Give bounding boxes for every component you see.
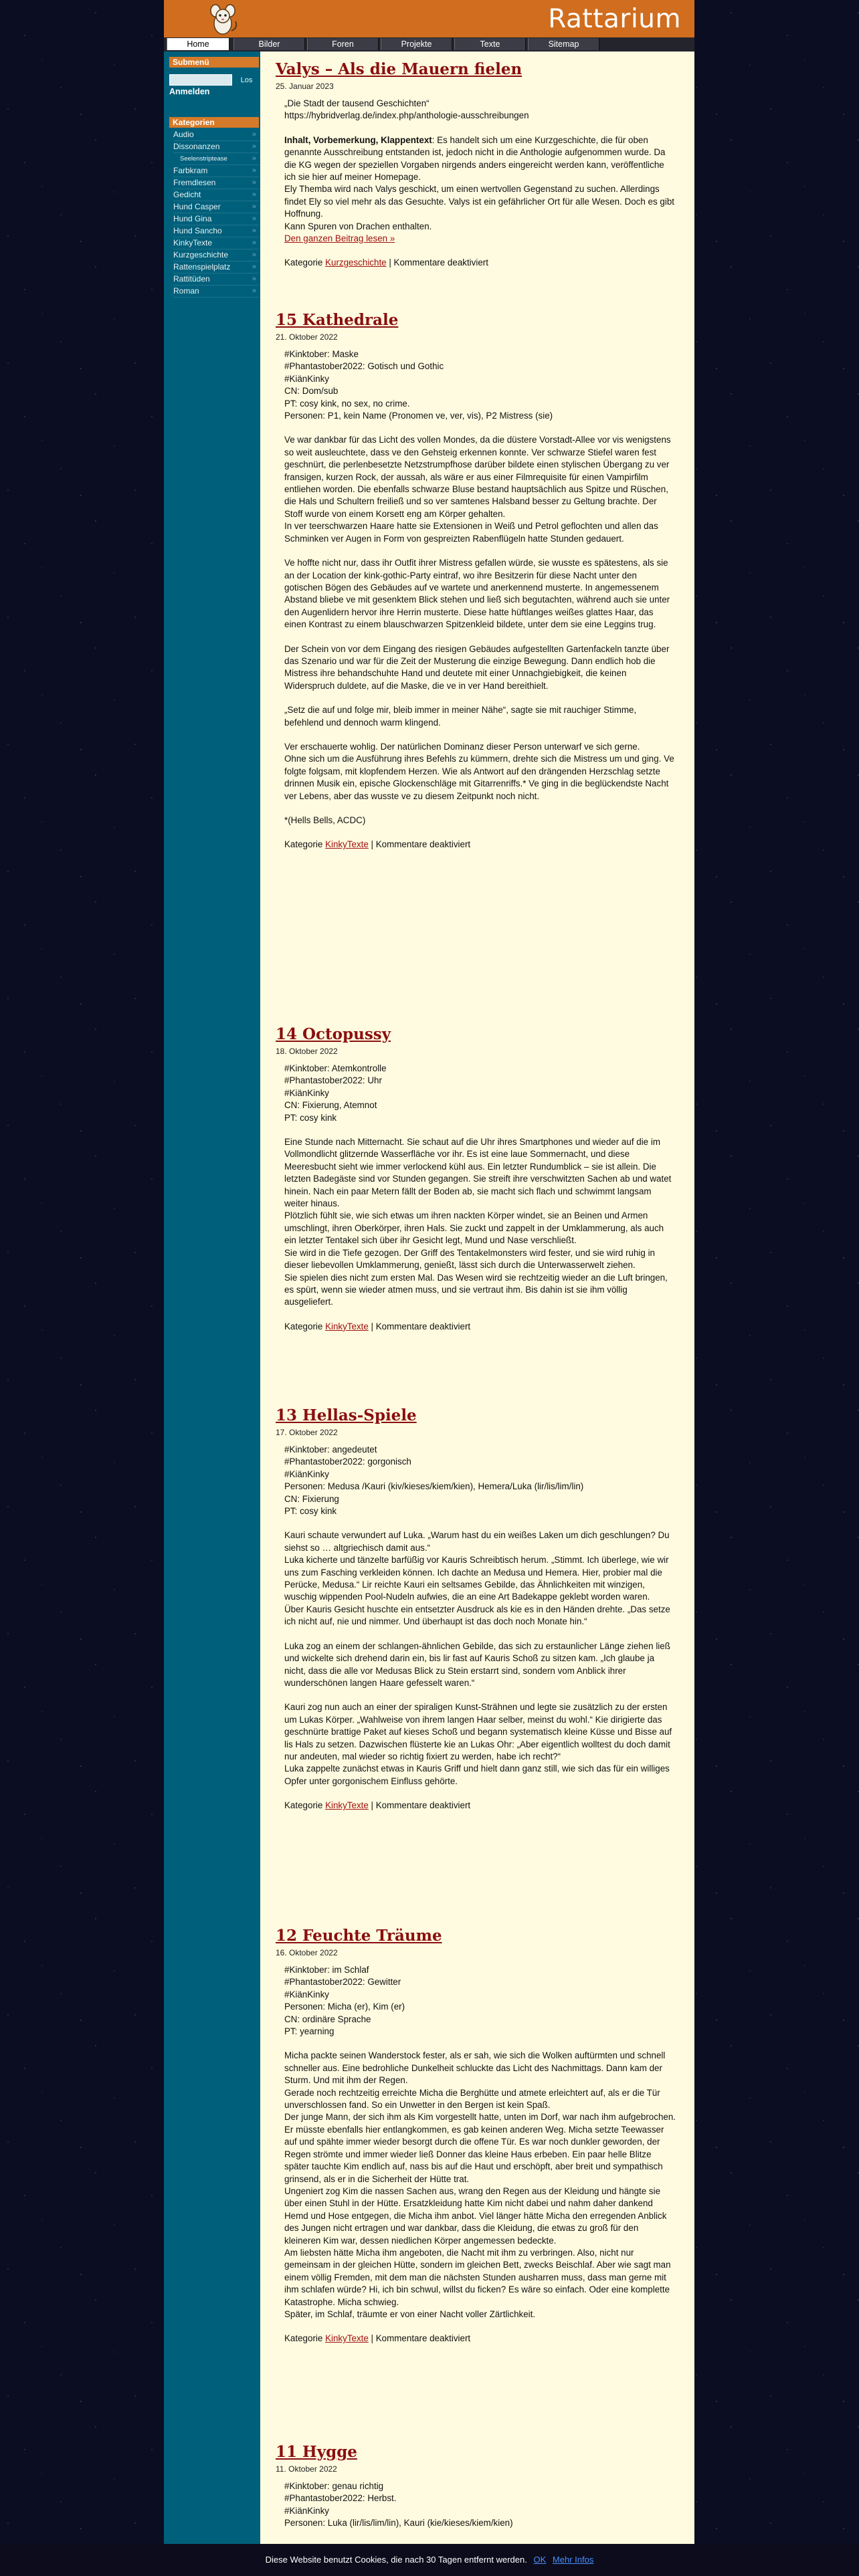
- category-label: Gedicht: [173, 190, 201, 199]
- chevron-right-icon: »: [252, 167, 256, 175]
- post-paragraph: Ve hoffte nicht nur, dass ihr Outfit ihrer Mistress gefallen würde, sie wusste es spätestens, als sie an der Location der kink-gothic-Party eintraf, wo ihre Besitzerin für diese Nacht unter den gotischen Bögen des Gebäudes auf ve wartete und anerkennend musterte. In angemessenem Abstand bliebe ve mit gesenktem Blick stehen und ließ sich begutachten, während auch sie unter den Augenlidern hervor ihre Herrin musterte. Diese hatte hüftlanges weißes glattes Haar, das einen Kontrast zu einem blauschwarzen Spitzenkleid bildete, unter dem sie eine Leggins trug.: [284, 558, 670, 630]
- post-date: 11. Oktober 2022: [276, 2464, 337, 2474]
- categories-heading: Kategorien: [169, 117, 259, 128]
- post-text: : Es handelt sich um eine Kurzgeschichte, die für oben genannte Ausschreibung entstanden ist, jedoch nicht in die Anthologie aufgenommen wurde. Da die KG wegen der speziellen Vorgaben nirgends anders eingereicht werden kann, veröffentliche ich sie hier auf meiner Homepage. Ely Themba wird nach Valys geschickt, um einen wertvollen Gegenstand zu suchen. Allerdings findet Ely so viel mehr als das Gesuchte. Valys ist ein gefährlicher Ort für alle Wesen. Doch es gibt Hoffnung. Kann Spuren von Drachen enthalten.: [284, 134, 675, 231]
- post-tags: #Kinktober: Maske #Phantastober2022: Gotisch und Gothic #KiänKinky CN: Dom/sub PT: cosy kink, no sex, no crime. Personen: P1, kein Name (Pronomen ve, ver, vis), P2 Mistress (sie): [284, 349, 553, 421]
- chevron-right-icon: »: [252, 130, 256, 138]
- post-valys: [276, 60, 677, 269]
- category-label: Kategorie: [284, 839, 323, 850]
- meta-separator: |: [368, 1321, 376, 1331]
- cookie-more-info-link[interactable]: Mehr Infos: [552, 2555, 594, 2565]
- post-title[interactable]: 14 Octopussy: [276, 1025, 391, 1043]
- meta-separator: |: [368, 1800, 376, 1811]
- rat-mascot-logo[interactable]: [206, 1, 240, 36]
- post-paragraph: „Setz die auf und folge mir, bleib immer in meiner Nähe“, sagte sie mit rauchiger Stimme, befehlend und dennoch warm klingend.: [284, 705, 637, 728]
- post-body: [284, 1444, 677, 1788]
- post-title[interactable]: 11 Hygge: [276, 2443, 357, 2461]
- category-rattitueden[interactable]: [173, 274, 259, 286]
- post-body: [284, 1063, 677, 1309]
- submenu-heading: Submenü: [169, 57, 259, 68]
- post-category-link[interactable]: KinkyTexte: [325, 1800, 369, 1811]
- category-label: Fremdlesen: [173, 178, 216, 187]
- category-label: Hund Gina: [173, 214, 212, 223]
- post-paragraph: Ve war dankbar für das Licht des vollen Mondes, da die düstere Vorstadt-Allee vor vis wenigstens so weit ausleuchtete, dass ve den Gehsteig erkennen konnte. Ver schwarze Stiefel waren fest geschnürt, die perlenbesetzte Netzstrumpfhose darüber bildete einen stylischen Übergang zu ver fransigen, kurzen Rock, der aussah, als wäre er aus einer Filmrequisite für einen Vampirfilm entliehen worden. Die ebenfalls schwarze Bluse bestand hauptsächlich aus Spitze und Rüschen, die Hals und Schultern freiließ und so ver samtenes Halsband besser zu Geltung brachte. Der Stoff wurde von einem Korsett eng am Körper gehalten. In ver teerschwarzen Haare hatte sie Extensionen in Weiß und Petrol geflochten und allen das Schminken ver Augen in Form von gespreizten Rabenflügeln hatte Stunden gedauert.: [284, 435, 671, 544]
- post-title[interactable]: Valys – Als die Mauern fielen: [276, 60, 522, 78]
- chevron-right-icon: »: [252, 275, 256, 283]
- post-date: 16. Oktober 2022: [276, 1948, 338, 1957]
- category-seelenstriptease[interactable]: [180, 153, 259, 165]
- post-date: 18. Oktober 2022: [276, 1047, 338, 1056]
- post-paragraph: Der Schein von vor dem Eingang des riesigen Gebäudes aufgestellten Gartenfackeln tanzte über das Szenario und war für die Zeit der Musterung die einzige Bewegung. Dann endlich hob die Mistress ihre behandschuhte Hand und deutete mit einer Unnachgiebigkeit, die keinen Widerspruch duldete, auf die Maske, die ve in ver Hand bereithielt.: [284, 643, 670, 691]
- category-label: Rattenspielplatz: [173, 262, 231, 272]
- post-body: [284, 98, 677, 245]
- category-label: Roman: [173, 286, 199, 296]
- category-label: Hund Sancho: [173, 226, 222, 235]
- cookie-text: Diese Website benutzt Cookies, die nach 30 Tagen entfernt werden.: [265, 2555, 527, 2565]
- category-label: Kurzgeschichte: [173, 250, 229, 259]
- category-dissonanzen[interactable]: [173, 141, 259, 153]
- comments-status: Kommentare deaktiviert: [375, 1800, 471, 1811]
- page: [164, 0, 694, 2576]
- nav-home[interactable]: Home: [167, 38, 229, 50]
- read-more-link[interactable]: Den ganzen Beitrag lesen »: [284, 233, 395, 244]
- chevron-right-icon: »: [252, 239, 256, 247]
- post-body: [284, 348, 677, 827]
- post-category-link[interactable]: KinkyTexte: [325, 2333, 369, 2344]
- post-tags: #Kinktober: genau richtig #Phantastober2022: Herbst. #KiänKinky Personen: Luka (lir/lis/lim/lin), Kauri (kie/kieses/kiem/kien): [284, 2481, 513, 2529]
- login-link[interactable]: Anmelden: [169, 87, 210, 96]
- category-label: Seelenstriptease: [180, 155, 227, 163]
- post-category-link[interactable]: KinkyTexte: [325, 1321, 369, 1331]
- sidebar: [164, 51, 260, 2576]
- post-paragraph: Kauri zog nun auch an einer der spiraligen Kunst-Strähnen und legte sie zusätzlich zu der ersten um Lukas Körper. „Wahlweise von ihrem langen Haar selber, meinst du wohl.“ Kie dirigierte das geschnürte brattige Paket auf kieses Schoß und begann systematisch kleine Küsse und Bisse auf lis Hals zu setzen. Dazwischen flüsterte kie an Lukas Ohr: „Aber eigentlich wolltest du doch damit nur andeuten, mal wieder so richtig fixiert zu werden, habe ich recht?“ Luka zappelte zunächst etwas in Kauris Griff und hielt dann ganz still, wie sich das für ein williges Opfer unter gorgonischem Einfluss gehörte.: [284, 1702, 672, 1786]
- post-category-link[interactable]: KinkyTexte: [325, 839, 369, 850]
- category-audio[interactable]: [173, 129, 259, 141]
- post-title[interactable]: 12 Feuchte Träume: [276, 1927, 442, 1945]
- post-date: 17. Oktober 2022: [276, 1428, 338, 1437]
- category-farbkram[interactable]: [173, 165, 259, 177]
- post-hygge: [276, 2442, 677, 2542]
- comments-status: Kommentare deaktiviert: [375, 1321, 471, 1331]
- post-feuchte-traeume: [276, 1926, 677, 2345]
- post-paragraph: Eine Stunde nach Mitternacht. Sie schaut auf die Uhr ihres Smartphones und wieder auf die im Vollmondlicht glitzernde Wasserfläche vor ihr. Es ist eine laue Sommernacht, und diese Meeresbucht sieht wie immer verlockend kühl aus. Ein letzter Rundumblick – sie ist allein. Die letzten Badegäste sind vor Stunden gegangen. Sie streift ihre verschwitzten Sachen ab und watet hinein. Nach ein paar Metern fällt der Boden ab, sie macht sich flach und schwimmt langsam weiter hinaus. Plötzlich fühlt sie, wie sich etwas um ihren nackten Körper windet, sie an Beinen und Armen umschlingt, ihren Oberkörper, ihren Hals. Sie zuckt und zappelt in der Umklammerung, als auch ein letzter Tentakel sich über ihr Gesicht legt, Mund und Nase verschließt. Sie wird in die Tiefe gezogen. Der Griff des Tentakelmonsters wird fester, und sie wird ruhig in dieser liebevollen Umklammerung, genießt, lässt sich durch die Unterwasserwelt ziehen. Sie spielen dies nicht zum ersten Mal. Das Wesen wird sie rechtzeitig wieder an die Luft bringen, es spürt, wenn sie wieder atmen muss, und sie vertraut ihm. Bis dahin ist sie ihm völlig ausgeliefert.: [284, 1137, 672, 1307]
- category-label: KinkyTexte: [173, 238, 213, 247]
- category-gedicht[interactable]: [173, 189, 259, 201]
- chevron-right-icon: »: [252, 191, 256, 199]
- search-input[interactable]: [169, 74, 232, 86]
- comments-status: Kommentare deaktiviert: [375, 839, 471, 850]
- category-rattenspielplatz[interactable]: [173, 261, 259, 274]
- cookie-banner: [0, 2544, 859, 2576]
- chevron-right-icon: »: [252, 287, 256, 295]
- category-label: Kategorie: [284, 257, 323, 268]
- post-body: [284, 2480, 677, 2530]
- post-paragraph: *(Hells Bells, ACDC): [284, 815, 366, 825]
- post-tags: #Kinktober: im Schlaf #Phantastober2022: Gewitter #KiänKinky Personen: Micha (er), Kim (er) CN: ordinäre Sprache PT: yearning: [284, 1965, 405, 2037]
- chevron-right-icon: »: [252, 215, 256, 223]
- site-header: [164, 0, 694, 37]
- post-paragraph: Luka zog an einem der schlangen-ähnlichen Gebilde, das sich zu erstaunlicher Länge ziehen ließ und wickelte sich drehend darin ein, bis lir fast auf Kauris Schoß zu sitzen kam. „Ich glaube ja nicht, dass die alle vor Medusas Blick zu Stein erstarrt sind, sondern vom Anblick ihrer wunderschönen langen Haare gefesselt waren.“: [284, 1640, 670, 1688]
- category-kinkytexte[interactable]: [173, 237, 259, 249]
- nav-sitemap[interactable]: Sitemap: [528, 38, 599, 50]
- site-title[interactable]: Rattarium: [548, 4, 681, 34]
- post-tags: #Kinktober: Atemkontrolle #Phantastober2022: Uhr #KiänKinky CN: Fixierung, Atemnot PT: cosy kink: [284, 1063, 387, 1123]
- post-date: 21. Oktober 2022: [276, 332, 338, 342]
- category-hund-sancho[interactable]: [173, 225, 259, 237]
- nav-projekte[interactable]: Projekte: [381, 38, 452, 50]
- chevron-right-icon: »: [252, 251, 256, 259]
- meta-separator: |: [386, 257, 394, 268]
- meta-separator: |: [368, 839, 376, 850]
- post-body: [284, 1964, 677, 2321]
- search-button[interactable]: Los: [235, 74, 258, 86]
- post-meta: [284, 839, 677, 851]
- cookie-ok-button[interactable]: OK: [533, 2555, 547, 2565]
- post-meta: [284, 1321, 677, 1333]
- chevron-right-icon: »: [252, 142, 256, 150]
- chevron-right-icon: »: [252, 227, 256, 235]
- post-title[interactable]: 13 Hellas-Spiele: [276, 1406, 417, 1424]
- post-meta: [284, 2333, 677, 2345]
- category-roman[interactable]: [173, 286, 259, 298]
- category-fremdlesen[interactable]: [173, 177, 259, 189]
- category-kurzgeschichte[interactable]: [173, 249, 259, 261]
- post-paragraph: Micha packte seinen Wanderstock fester, als er sah, wie sich die Wolken auftürmten und schnell schneller aus. Eine bedrohliche Dunkelheit schluckte das Licht des Nachmittags. Dann kam der Sturm. Und mit ihm der Regen. Gerade noch rechtzeitig erreichte Micha die Berghütte und atmete erleichtert auf, als er die Tür unverschlossen fand. So ein Unwetter in den Bergen ist kein Spaß. Der junge Mann, der sich ihm als Kim vorgestellt hatte, unten im Dorf, war nach ihm aufgebrochen. Er müsste ebenfalls hier entlangkommen, es gab keinen anderen Weg. Micha setzte Teewasser auf und spähte immer wieder besorgt durch die offene Tür. Es war noch dunkler geworden, der Regen strömte und immer wieder ließ Donner das kleine Haus erbeben. Ein paar helle Blitze später tauchte Kim endlich auf, nass bis auf die Haut und erschöpft, aber breit und sympathisch grinsend, als er in die Sicherheit der Hütte trat. Ungeniert zog Kim die nassen Sachen aus, wrang den Regen aus der Kleidung und hängte sie über einen Stuhl in der Hütte. Ersatzkleidung hatte Kim nicht dabei und nahm daher dankend Hemd und Hose entgegen, die Micha ihm anbot. Viel länger hätte Micha den erregenden Anblick des Jungen nicht ertragen und war dankbar, dass die Kleidung, die etwas zu groß für den kleineren Kim war, dessen niedlichen Körper angemessen bedeckte. Am liebsten hätte Micha ihm angeboten, die Nacht mit ihm zu verbringen. Also, nicht nur gemeinsam in der gleichen Hütte, sondern im gleichen Bett, zwecks Beischlaf. Aber wie sagt man einem völlig Fremden, mit dem man die nächsten Stunden ausharren muss, dass man gerne mit ihm schlafen würde? Hi, ich bin schwul, willst du ficken? Es wäre so einfach. Oder eine komplette Katastrophe. Micha schwieg. Später, im Schlaf, träumte er von einer Nacht voller Zärtlichkeit.: [284, 2050, 676, 2319]
- post-date: 25. Januar 2023: [276, 82, 334, 91]
- post-paragraph: „Die Stadt der tausend Geschichten“ https://hybridverlag.de/index.php/anthologie-ausschreibungen: [284, 98, 529, 121]
- nav-foren[interactable]: Foren: [307, 38, 379, 50]
- category-hund-casper[interactable]: [173, 201, 259, 213]
- category-label: Kategorie: [284, 2333, 323, 2344]
- nav-bilder[interactable]: Bilder: [233, 38, 305, 50]
- chevron-right-icon: »: [252, 154, 256, 163]
- category-label: Hund Casper: [173, 202, 221, 211]
- meta-separator: |: [368, 2333, 376, 2344]
- post-hellas-spiele: [276, 1406, 677, 1812]
- category-label: Dissonanzen: [173, 142, 220, 151]
- category-label: Kategorie: [284, 1321, 323, 1331]
- post-paragraph: Ver erschauerte wohlig. Der natürlichen Dominanz dieser Person unterwarf ve sich gerne. Ohne sich um die Ausführung ihres Befehls zu kümmern, drehte sich die Mistress um und ging. Ve folgte folgsam, mit klopfendem Herzen. Wie als Antwort auf den drängenden Herzschlag setzte drinnen Musik ein, epische Glockenschläge mit Gitarrenriffs.* Ve ging in die beglückendste Nacht ver Lebens, aber das wusste ve zu diesem Zeitpunkt noch nicht.: [284, 741, 674, 801]
- comments-status: Kommentare deaktiviert: [375, 2333, 471, 2344]
- post-title[interactable]: 15 Kathedrale: [276, 311, 399, 329]
- nav-texte[interactable]: Texte: [454, 38, 526, 50]
- category-label: Kategorie: [284, 1800, 323, 1811]
- post-meta: [284, 257, 677, 269]
- post-octopussy: [276, 1025, 677, 1333]
- bold-lead: Inhalt, Vorbemerkung, Klappentext: [284, 134, 432, 145]
- post-paragraph: Kauri schaute verwundert auf Luka. „Warum hast du ein weißes Laken um dich geschlungen? Du siehst so … altgriechisch damit aus.“ Luka kicherte und tänzelte barfüßig vor Kauris Schreibtisch herum. „Stimmt. Ich überlege, wie wir uns zum Fasching verkleiden können. Ich dachte an Medusa und Hemera. Hier, probier mal die Perücke, Medusa.“ Lir reichte Kauri ein seltsames Gebilde, das Ähnlichkeiten mit winzigen, wuschig wippenden Pool-Nudeln aufwies, die an eine Art Badekappe geklebt worden waren. Über Kauris Gesicht huschte ein entsetzter Ausdruck als kie es in den Händen drehte. „Das setze ich nicht auf, nie und nimmer. Und überhaupt ist das doch noch Monate hin.“: [284, 1530, 670, 1627]
- main-nav: [164, 37, 694, 51]
- chevron-right-icon: »: [252, 203, 256, 211]
- post-tags: #Kinktober: angedeutet #Phantastober2022: gorgonisch #KiänKinky Personen: Medusa /Kauri (kiv/kieses/kiem/kien), Hemera/Luka (lir/lis/lim/lin) CN: Fixierung PT: cosy kink: [284, 1444, 584, 1517]
- category-label: Rattitüden: [173, 274, 210, 284]
- post-kathedrale: [276, 310, 677, 851]
- chevron-right-icon: »: [252, 179, 256, 187]
- post-category-link[interactable]: Kurzgeschichte: [325, 257, 387, 268]
- chevron-right-icon: »: [252, 263, 256, 271]
- post-paragraph: [284, 134, 677, 245]
- comments-status: Kommentare deaktiviert: [393, 257, 488, 268]
- category-label: Audio: [173, 130, 194, 139]
- category-hund-gina[interactable]: [173, 213, 259, 225]
- category-label: Farbkram: [173, 166, 208, 175]
- post-meta: [284, 1800, 677, 1812]
